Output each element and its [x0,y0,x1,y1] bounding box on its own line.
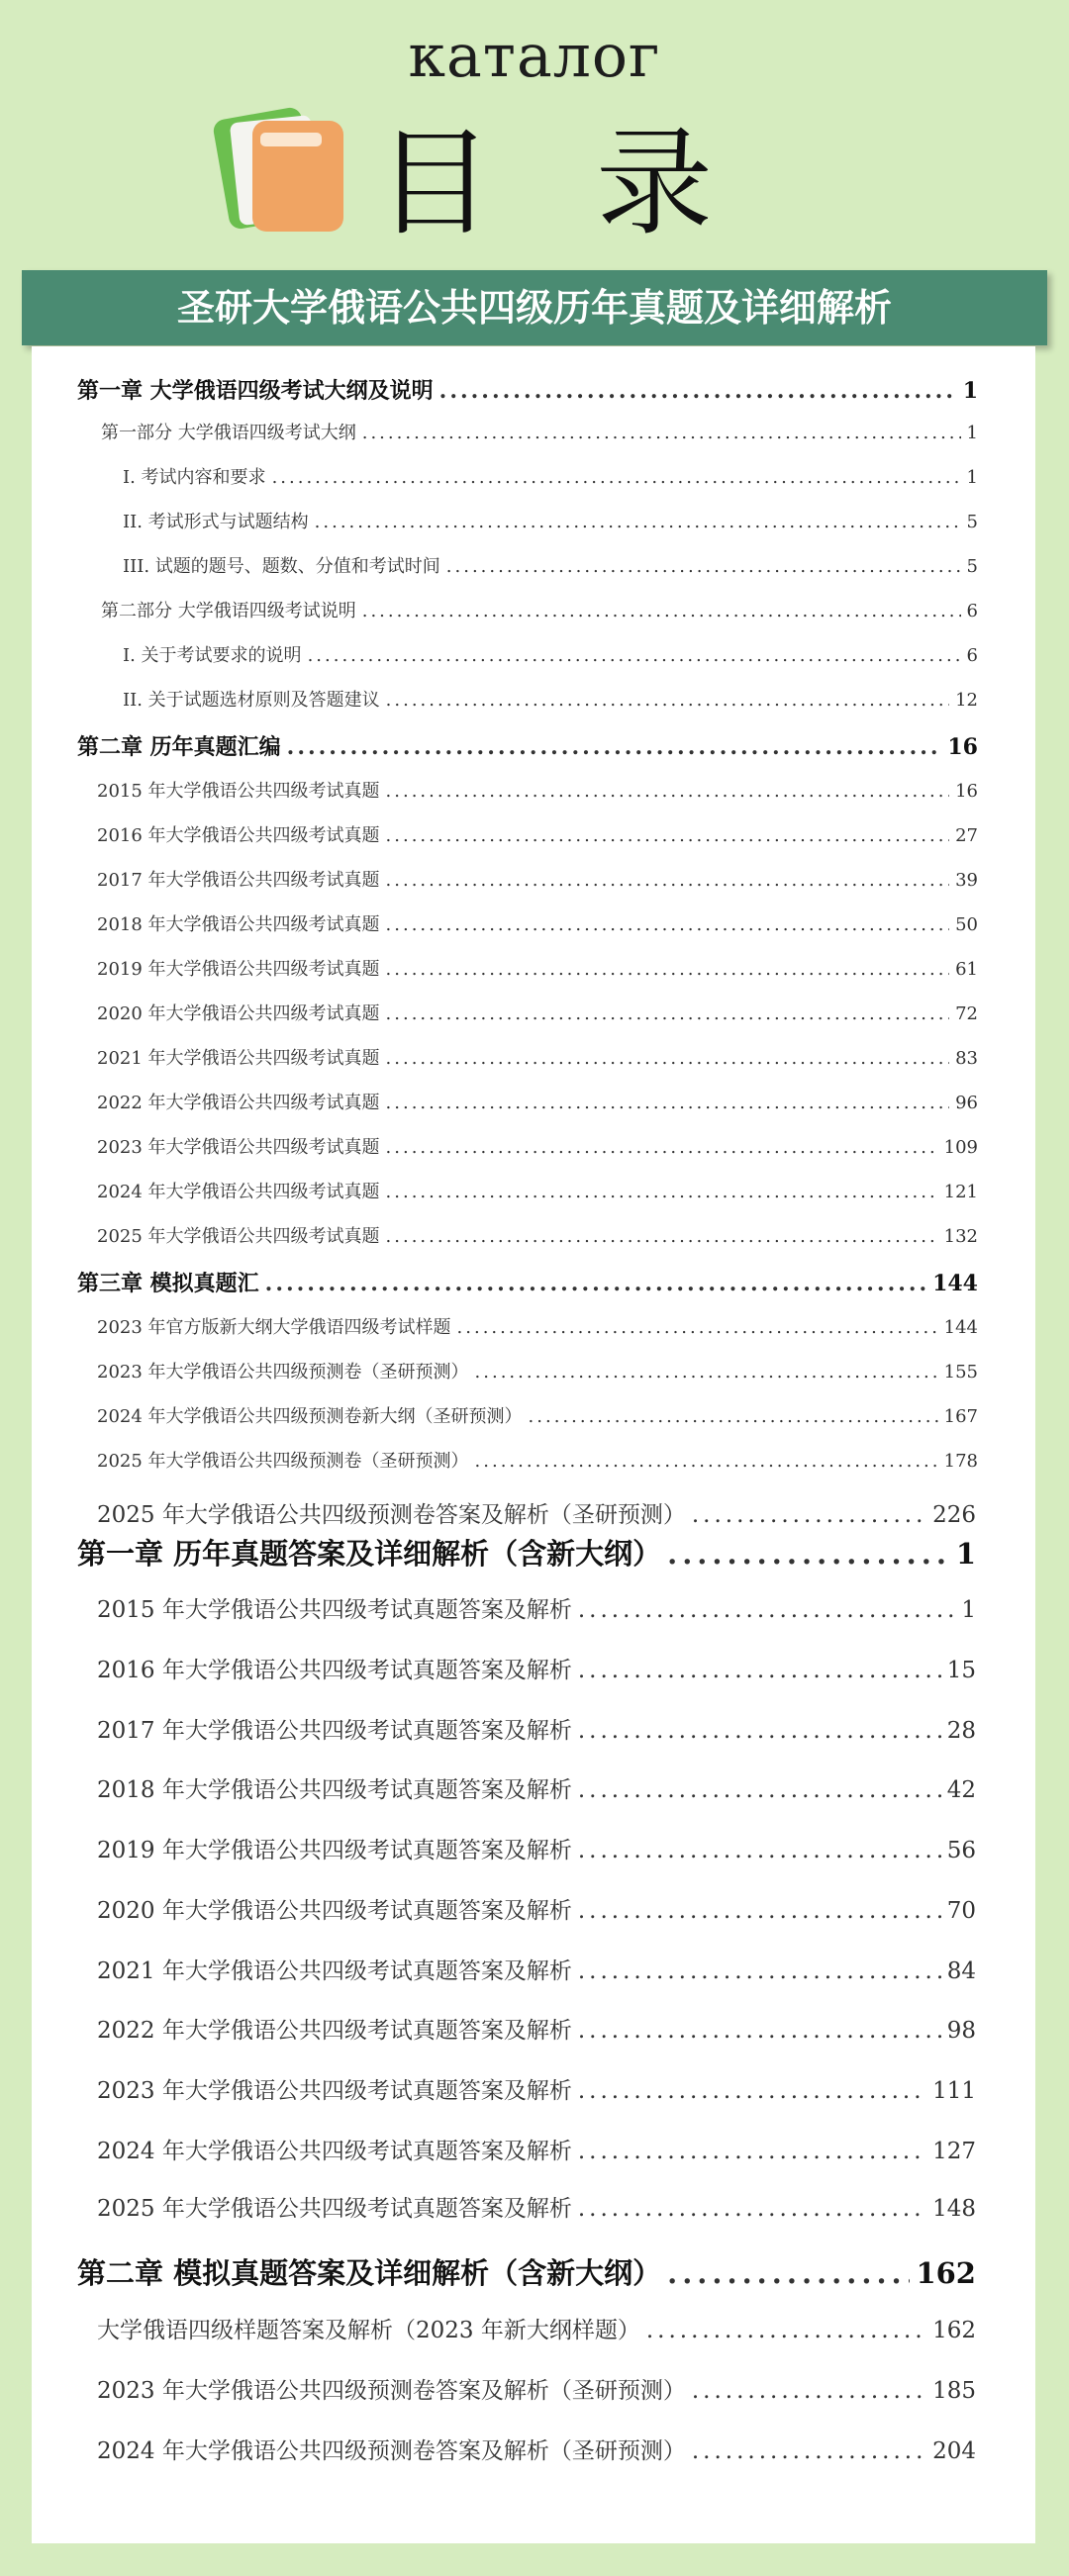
toc-page-number: 5 [966,556,978,577]
toc-page-number: 61 [955,959,978,980]
toc-entry-title: II. 考试形式与试题结构 [123,512,309,532]
toc-page-number: 15 [946,1658,976,1683]
toc-entry-title: 2017 年大学俄语公共四级考试真题答案及解析 [97,1718,572,1744]
toc-entry-row[interactable] [97,1496,976,1529]
toc-entry-row[interactable] [97,1089,978,1114]
toc-dot-leader [386,1226,938,1247]
toc-page-number: 98 [946,2018,976,2044]
toc-entry-title: 第一部分 大学俄语四级考试大纲 [101,423,356,443]
toc-entry-row[interactable] [97,1652,976,1684]
toc-dot-leader [362,601,961,621]
toc-dot-leader [386,1003,950,1024]
folder-icon [213,99,351,238]
toc-page-number: 84 [946,1958,976,1984]
toc-entry-title: I. 关于考试要求的说明 [123,645,302,666]
toc-page-number: 56 [946,1838,976,1863]
toc-page-number: 162 [932,2318,976,2343]
toc-entry-title: 2020 年大学俄语公共四级考试真题答案及解析 [97,1898,572,1924]
toc-dot-leader [692,1502,926,1528]
toc-dot-leader [692,2438,926,2464]
toc-entry-row[interactable] [97,866,978,892]
toc-page-number: 1 [961,1597,976,1623]
toc-entry-title: 2024 年大学俄语公共四级预测卷新大纲（圣研预测） [97,1406,523,1427]
toc-entry-row[interactable] [97,1953,976,1985]
toc-dot-leader [457,1317,938,1338]
toc-entry-row[interactable] [97,910,978,936]
toc-dot-leader [667,2256,910,2290]
toc-entry-title: II. 关于试题选材原则及答题建议 [123,690,380,711]
toc-dot-leader [386,690,949,711]
toc-entry-row[interactable] [97,1832,976,1864]
toc-entry-title: 2025 年大学俄语公共四级预测卷（圣研预测） [97,1451,469,1472]
toc-entry-row[interactable] [97,821,978,847]
toc-entry-row[interactable] [97,1222,978,1248]
toc-page-number: 121 [943,1182,978,1202]
toc-page-number: 6 [966,601,978,621]
toc-page-number: 96 [955,1093,978,1113]
toc-entry-row[interactable] [97,2072,976,2105]
toc-dot-leader [578,1958,941,1984]
toc-entry-row[interactable] [97,2312,976,2344]
toc-entry-row[interactable] [97,2372,976,2405]
toc-page-number: 162 [916,2256,976,2290]
toc-entry-row[interactable] [97,2012,976,2045]
toc-entry-row[interactable] [97,1044,978,1070]
toc-entry-title: 2023 年大学俄语公共四级预测卷（圣研预测） [97,1362,469,1383]
toc-chapter-row[interactable] [77,2251,976,2292]
toc-page-number: 16 [947,734,978,760]
toc-entry-row[interactable] [97,1133,978,1159]
toc-entry-title: 2020 年大学俄语公共四级考试真题 [97,1003,380,1024]
toc-page-number: 109 [943,1137,978,1158]
toc-entry-title: 2025 年大学俄语公共四级考试真题 [97,1226,380,1247]
toc-dot-leader [578,1597,956,1623]
toc-entry-row[interactable] [97,955,978,981]
toc-dot-leader [578,2078,926,2104]
toc-entry-title: 2019 年大学俄语公共四级考试真题答案及解析 [97,1838,572,1863]
toc-page-number: 148 [932,2196,976,2222]
toc-dot-leader [308,645,961,666]
toc-page-number: 28 [946,1718,976,1744]
toc-entry-row[interactable] [97,1402,978,1428]
toc-page-number: 144 [932,1271,978,1296]
toc-dot-leader [272,467,961,488]
toc-dot-leader [578,1898,941,1924]
toc-entry-title: 2025 年大学俄语公共四级考试真题答案及解析 [97,2196,572,2222]
toc-entry-title: 2018 年大学俄语公共四级考试真题 [97,914,380,935]
toc-entry-row[interactable] [97,1358,978,1383]
toc-dot-leader [578,2018,941,2044]
toc-dot-leader [439,378,957,404]
toc-page-number: 1 [962,378,978,404]
toc-entry-title: 2023 年大学俄语公共四级考试真题答案及解析 [97,2078,572,2104]
toc-page-number: 185 [932,2378,976,2404]
toc-entry-title: 第二章 模拟真题答案及详细解析（含新大纲） [77,2256,662,2290]
title-char-2: 录 [595,115,713,251]
toc-entry-title: 2021 年大学俄语公共四级考试真题答案及解析 [97,1958,572,1984]
toc-entry-title: 2023 年大学俄语公共四级考试真题 [97,1137,380,1158]
toc-dot-leader [578,1838,941,1863]
toc-entry-title: 2024 年大学俄语公共四级预测卷答案及解析（圣研预测） [97,2438,686,2464]
toc-dot-leader [578,1658,941,1683]
toc-entry-row[interactable] [97,2190,976,2223]
toc-dot-leader [386,1048,950,1069]
toc-entry-row[interactable] [97,1178,978,1203]
toc-dot-leader [386,914,950,935]
toc-entry-title: 2022 年大学俄语公共四级考试真题 [97,1093,380,1113]
toc-entry-row[interactable] [101,419,978,444]
toc-page-number: 83 [955,1048,978,1069]
catalog-chinese-title [376,115,713,251]
toc-page-number: 5 [966,512,978,532]
toc-dot-leader [287,734,942,760]
toc-page-number: 6 [966,645,978,666]
toc-dot-leader [386,1137,938,1158]
toc-entry-title: 2024 年大学俄语公共四级考试真题答案及解析 [97,2139,572,2164]
toc-entry-row[interactable] [123,686,978,712]
toc-entry-title: 2023 年大学俄语公共四级预测卷答案及解析（圣研预测） [97,2378,686,2404]
toc-entry-title: 2025 年大学俄语公共四级预测卷答案及解析（圣研预测） [97,1502,686,1528]
toc-entry-title: I. 考试内容和要求 [123,467,266,488]
toc-dot-leader [386,1182,938,1202]
toc-page-number: 1 [966,423,978,443]
toc-dot-leader [386,781,950,802]
toc-page-number: 1 [966,467,978,488]
book-title-banner: 圣研大学俄语公共四级历年真题及详细解析 [22,270,1047,345]
toc-dot-leader [578,1718,941,1744]
toc-entry-row[interactable] [101,597,978,622]
toc-page-number: 226 [932,1502,976,1528]
toc-entry-row[interactable] [97,1712,976,1745]
toc-dot-leader [692,2378,926,2404]
toc-entry-title: 2016 年大学俄语公共四级考试真题答案及解析 [97,1658,572,1683]
toc-entry-row[interactable] [123,641,978,667]
toc-page-number: 50 [955,914,978,935]
toc-entry-title: 第一章 历年真题答案及详细解析（含新大纲） [77,1537,662,1571]
toc-entry-title: 第二章 历年真题汇编 [77,734,281,760]
toc-entry-title: 第二部分 大学俄语四级考试说明 [101,601,356,621]
toc-page-number: 144 [943,1317,978,1338]
toc-dot-leader [667,1537,950,1571]
toc-page-number: 111 [932,2078,976,2104]
toc-chapter-row[interactable] [77,730,978,761]
toc-entry-row[interactable] [97,777,978,803]
toc-entry-row[interactable] [97,1771,976,1804]
toc-panel-answers [32,1496,1035,2543]
toc-dot-leader [578,2139,926,2164]
toc-chapter-row[interactable] [77,374,978,405]
toc-entry-row[interactable] [97,1447,978,1473]
toc-entry-title: 2022 年大学俄语公共四级考试真题答案及解析 [97,2018,572,2044]
toc-dot-leader [386,825,950,846]
toc-page-number: 1 [955,1537,976,1571]
toc-entry-row[interactable] [97,1591,976,1624]
toc-dot-leader [386,959,950,980]
toc-entry-row[interactable] [123,463,978,489]
toc-page-number: 27 [955,825,978,846]
title-char-1: 目 [376,115,494,251]
toc-dot-leader [529,1406,938,1427]
toc-entry-title: 大学俄语四级样题答案及解析（2023 年新大纲样题） [97,2318,640,2343]
toc-entry-row[interactable] [97,1000,978,1025]
catalog-russian-title: каталог [408,22,661,91]
toc-entry-row[interactable] [123,552,978,578]
toc-dot-leader [315,512,961,532]
toc-entry-title: 2015 年大学俄语公共四级考试真题答案及解析 [97,1597,572,1623]
toc-page-number: 155 [943,1362,978,1383]
toc-entry-title: 第三章 模拟真题汇 [77,1271,259,1296]
toc-entry-title: 2018 年大学俄语公共四级考试真题答案及解析 [97,1777,572,1803]
toc-entry-title: 2015 年大学俄语公共四级考试真题 [97,781,380,802]
toc-entry-title: 2017 年大学俄语公共四级考试真题 [97,870,380,891]
toc-dot-leader [475,1451,938,1472]
toc-entry-row[interactable] [97,1313,978,1339]
toc-page-number: 70 [946,1898,976,1924]
toc-page-number: 132 [943,1226,978,1247]
toc-entry-row[interactable] [97,2433,976,2465]
toc-page-number: 178 [943,1451,978,1472]
toc-dot-leader [386,870,950,891]
toc-entry-row[interactable] [97,1892,976,1925]
toc-entry-title: 2021 年大学俄语公共四级考试真题 [97,1048,380,1069]
toc-dot-leader [265,1271,926,1296]
toc-panel-contents [32,346,1035,1496]
toc-page-number: 204 [932,2438,976,2464]
toc-entry-title: 2016 年大学俄语公共四级考试真题 [97,825,380,846]
toc-chapter-row[interactable] [77,1267,978,1297]
toc-dot-leader [646,2318,926,2343]
toc-dot-leader [386,1093,950,1113]
toc-dot-leader [578,1777,941,1803]
toc-page-number: 39 [955,870,978,891]
toc-dot-leader [446,556,961,577]
toc-page-number: 72 [955,1003,978,1024]
toc-page-number: 167 [943,1406,978,1427]
toc-dot-leader [475,1362,938,1383]
toc-entry-title: 2023 年官方版新大纲大学俄语四级考试样题 [97,1317,451,1338]
toc-entry-row[interactable] [97,2133,976,2165]
toc-page-number: 16 [955,781,978,802]
toc-page-number: 127 [932,2139,976,2164]
toc-entry-row[interactable] [123,508,978,533]
toc-entry-title: III. 试题的题号、题数、分值和考试时间 [123,556,440,577]
toc-entry-title: 2019 年大学俄语公共四级考试真题 [97,959,380,980]
toc-dot-leader [578,2196,926,2222]
toc-chapter-row[interactable] [77,1532,976,1573]
toc-page-number: 42 [946,1777,976,1803]
toc-page-number: 12 [955,690,978,711]
toc-entry-title: 第一章 大学俄语四级考试大纲及说明 [77,378,434,404]
toc-dot-leader [362,423,961,443]
toc-entry-title: 2024 年大学俄语公共四级考试真题 [97,1182,380,1202]
